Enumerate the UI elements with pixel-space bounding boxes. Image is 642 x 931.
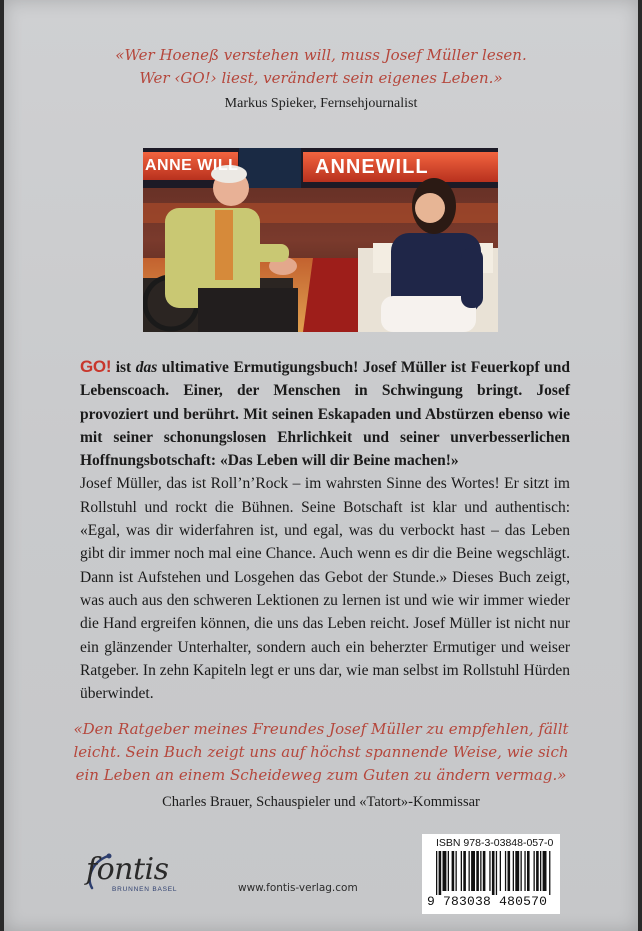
blurb-text xyxy=(80,355,570,705)
bottom-quote xyxy=(64,718,578,787)
barcode-bar xyxy=(469,851,470,891)
barcode-bar xyxy=(508,851,511,891)
barcode-bar xyxy=(463,851,466,891)
barcode-bar xyxy=(524,851,525,891)
bottom-quote-line-1: «Den Ratgeber meines Freundes Josef Müller zu empfehlen, fällt xyxy=(73,720,569,738)
barcode-bar xyxy=(527,851,530,891)
barcode-bar xyxy=(489,851,490,891)
barcode-bar xyxy=(480,851,481,891)
barcode-bar xyxy=(515,851,519,891)
bottom-quote-line-2: leicht. Sein Buch zeigt uns auf höchst spannende Weise, wie sich xyxy=(73,743,569,761)
top-quote-attribution: Markus Spieker, Fernsehjournalist xyxy=(224,96,418,111)
barcode-group-1: 783038 xyxy=(443,894,492,909)
bottom-quote-line-3: ein Leben an einem Scheideweg zum Guten zu ändern vermag.» xyxy=(75,766,567,784)
barcode-digits xyxy=(427,894,547,909)
barcode-bar xyxy=(443,851,447,891)
blurb-body: Josef Müller, das ist Roll’n’Rock – im wahrsten Sinne des Wortes! Er sitzt im Rollstuhl und rockt die Bühnen. Seine Botschaft ist klar und authentisch: «Egal, was dir widerfahren ist, und egal, was du verbockt hast – das Leben gibt dir immer noch mal eine Chance. Auch wenn es dir die Beine wegschlägt. Dann ist Aufstehen und Losgehen das Gebot der Stunde.» Dieses Buch zeigt, was auch aus den schweren Lektionen zu lernen ist und wie wir immer wieder die Hand ergreifen können, die uns das Leben reicht. Josef Müller ist nicht nur ein glänzender Unterhalter, sondern auch ein beherzter Ermutiger und weiser Ratgeber. In zehn Kapiteln legt er uns dar, wie man selbst im Rollstuhl Hürden überwindet. xyxy=(80,475,570,703)
isbn-number: ISBN 978-3-03848-057-0 xyxy=(436,837,554,849)
barcode-bar xyxy=(536,851,539,891)
barcode-bar xyxy=(471,851,475,891)
barcode-lead-digit: 9 xyxy=(427,894,436,909)
go-title: GO! xyxy=(80,357,112,376)
photo-sign-right: ANNEWILL xyxy=(315,156,429,178)
barcode-bar xyxy=(436,851,437,895)
barcode-bars xyxy=(424,851,558,895)
barcode-bar xyxy=(521,851,522,891)
photo-sign-left: ANNE WILL xyxy=(145,157,239,174)
barcode-bar xyxy=(461,851,462,891)
top-quote-line-2: Wer ‹GO!› liest, verändert sein eigenes Leben.» xyxy=(139,69,503,87)
publisher-url: www.fontis-verlag.com xyxy=(238,882,358,894)
barcode-bar xyxy=(543,851,547,891)
logo-word: fontis xyxy=(86,852,169,887)
barcode-bar xyxy=(496,851,497,895)
top-quote xyxy=(44,44,598,90)
tv-studio-photo xyxy=(143,148,498,332)
barcode-bar xyxy=(549,851,550,895)
barcode-bar xyxy=(534,851,535,891)
barcode-bar xyxy=(439,851,442,895)
bottom-quote-attribution: Charles Brauer, Schauspieler und «Tatort»-Kommissar xyxy=(162,794,480,810)
isbn-barcode xyxy=(422,834,560,914)
barcode-bar xyxy=(456,851,457,891)
book-back-cover xyxy=(4,0,638,931)
barcode-bar xyxy=(483,851,486,891)
blurb-lead-1: ist xyxy=(111,359,136,376)
fontis-logo xyxy=(78,848,188,898)
logo-subtitle: BRUNNEN BASEL xyxy=(112,886,178,893)
barcode-bar xyxy=(452,851,455,891)
top-quote-line-1: «Wer Hoeneß verstehen will, muss Josef Müller lesen. xyxy=(115,46,527,64)
blurb-lead-2: ultimative Ermutigungsbuch! Josef Müller ist Feuerkopf und Lebenscoach. Einer, der Menschen in Schwingung bringt. Josef provoziert und berührt. Mit seinen Eskapaden und Abstürzen ebenso wie mit seiner schonungslosen Ehrlichkeit und seiner unverbesserlichen Hoffnungsbotschaft: «Das Leben will dir Beine machen!» xyxy=(80,359,571,470)
barcode-bar xyxy=(476,851,479,891)
barcode-bar xyxy=(448,851,449,891)
blurb-lead-das: das xyxy=(135,359,158,376)
barcode-group-2: 480570 xyxy=(499,894,548,909)
barcode-bar xyxy=(540,851,541,891)
barcode-bar xyxy=(513,851,514,891)
barcode-bar xyxy=(500,851,501,891)
barcode-bar xyxy=(505,851,506,891)
barcode-bar xyxy=(492,851,495,895)
